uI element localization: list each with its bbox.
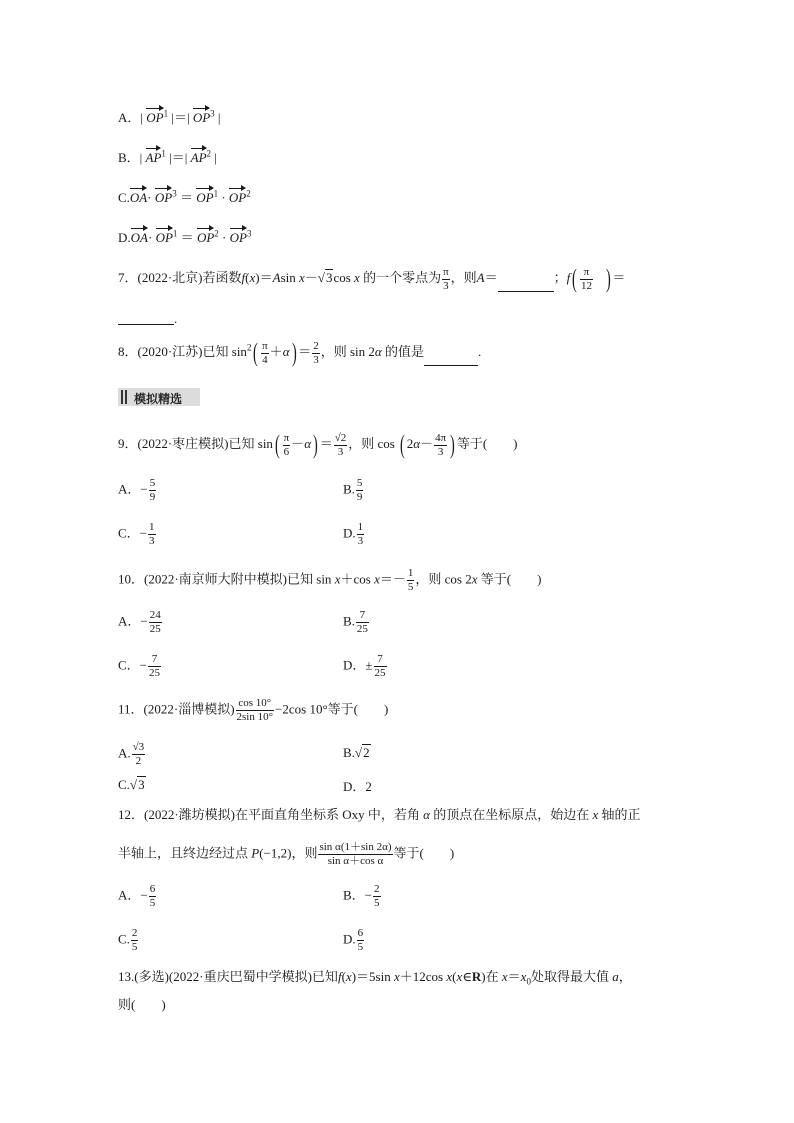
vector-oa: OA — [131, 226, 148, 244]
q12-option-a: A．− $\frac{6}{5}$ — [118, 883, 156, 909]
q12-option-d: D. $\frac{6}{5}$ — [343, 927, 364, 953]
vector-ap1: AP — [146, 146, 162, 164]
q11-option-b: B.√2 — [343, 745, 370, 760]
q12-option-b: B．− $\frac{2}{5}$ — [343, 883, 380, 909]
vector-op1: OP — [146, 106, 163, 124]
question-8: 8．(2020·江苏)已知 $\sin^2$( $\frac{\pi}{4}$ ＋α) ＝ $\frac{2}{3}$ ，则 sin 2α 的值是 . — [118, 338, 482, 367]
vector-op2: OP — [197, 226, 214, 244]
question-12: 12．(2022·潍坊模拟)在平面直角坐标系 Oxy 中，若角 α 的顶点在坐标原点，始边在 x 轴的正 — [118, 807, 641, 822]
question-13: 13.(多选)(2022·重庆巴蜀中学模拟)已知f(x)＝5sin x＋12cos x(x∈R)在 $x=x_0$处取得最大值 a， — [118, 969, 632, 987]
q11-option-a: A. $\frac{√3}{2}$ — [118, 741, 145, 767]
question-7: 7．(2022·北京)若函数f(x)＝Asin x－√3cos x 的一个零点为 $\frac{\pi}{3}$ ，则A＝ ；f( $\frac{\pi}{12}$ ) ＝ — [118, 264, 626, 293]
vector-op3: OP — [230, 226, 247, 244]
vector-op1: OP — [156, 226, 173, 244]
q9-option-d: D. $\frac{1}{3}$ — [343, 521, 364, 547]
q11-option-c: C.√3 — [118, 777, 145, 792]
q10-option-a: A．− $\frac{24}{25}$ — [118, 609, 161, 635]
question-13-line-2: 则( ) — [118, 997, 166, 1012]
section-marker-icon — [121, 390, 128, 404]
answer-blank[interactable] — [424, 353, 478, 366]
q10-option-b: B. $\frac{7}{25}$ — [343, 609, 368, 635]
vector-op2: OP — [229, 186, 246, 204]
q11-option-d: D．2 — [343, 779, 372, 794]
q6-option-d: $D.OA\cdot OP^1 = OP^2 \cdot OP^3$ — [118, 226, 251, 244]
q9-option-b: B. $\frac{5}{9}$ — [343, 477, 363, 503]
q7-answer-line: . — [118, 312, 177, 325]
answer-blank[interactable] — [498, 279, 554, 292]
q6-option-a: A．| $OP^1$ |＝| $OP^3$ | — [118, 106, 221, 124]
q9-option-a: A．− $\frac{5}{9}$ — [118, 477, 156, 503]
q12-option-c: C. $\frac{2}{5}$ — [118, 927, 138, 953]
vector-op3: OP — [155, 186, 172, 204]
q10-option-c: C．− $\frac{7}{25}$ — [118, 653, 161, 679]
question-9: 9．(2022·枣庄模拟)已知 sin( $\frac{\pi}{6}$ －α) ＝ $\frac{√2}{3}$ ，则 cos ( 2α－ $\frac{4\pi}{3}$ ) 等于( ) — [118, 430, 518, 459]
vector-ap2: AP — [191, 146, 207, 164]
answer-blank[interactable] — [118, 312, 174, 325]
vector-oa: OA — [130, 186, 147, 204]
question-10: 10．(2022·南京师大附中模拟)已知 sin x＋cos x＝－ $\frac{1}{5}$ ，则 cos 2x 等于( ) — [118, 567, 542, 593]
q9-option-c: C．− $\frac{1}{3}$ — [118, 521, 155, 547]
question-11: 11．(2022·淄博模拟) $\frac{\cos 10^\circ}{2\sin 10^\circ}$ −2cos 10°等于( ) — [118, 697, 389, 723]
vector-op3: OP — [193, 106, 210, 124]
q6-option-b: B．| $AP^1$ |＝| $AP^2$ | — [118, 146, 217, 164]
question-12-line-2: 半轴上，且终边经过点 P(−1,2)，则 $\frac{\text{sin α(1＋sin 2α)}}{\text{sin α＋cos α}}$ 等于( ) — [118, 841, 455, 867]
q6-option-c: $C.OA\cdot OP^3 = OP^1 \cdot OP^2$ — [118, 186, 251, 204]
q10-option-d: D．± $\frac{7}{25}$ — [343, 653, 386, 679]
vector-op1: OP — [196, 186, 213, 204]
section-header: 模拟精选 — [118, 388, 200, 406]
